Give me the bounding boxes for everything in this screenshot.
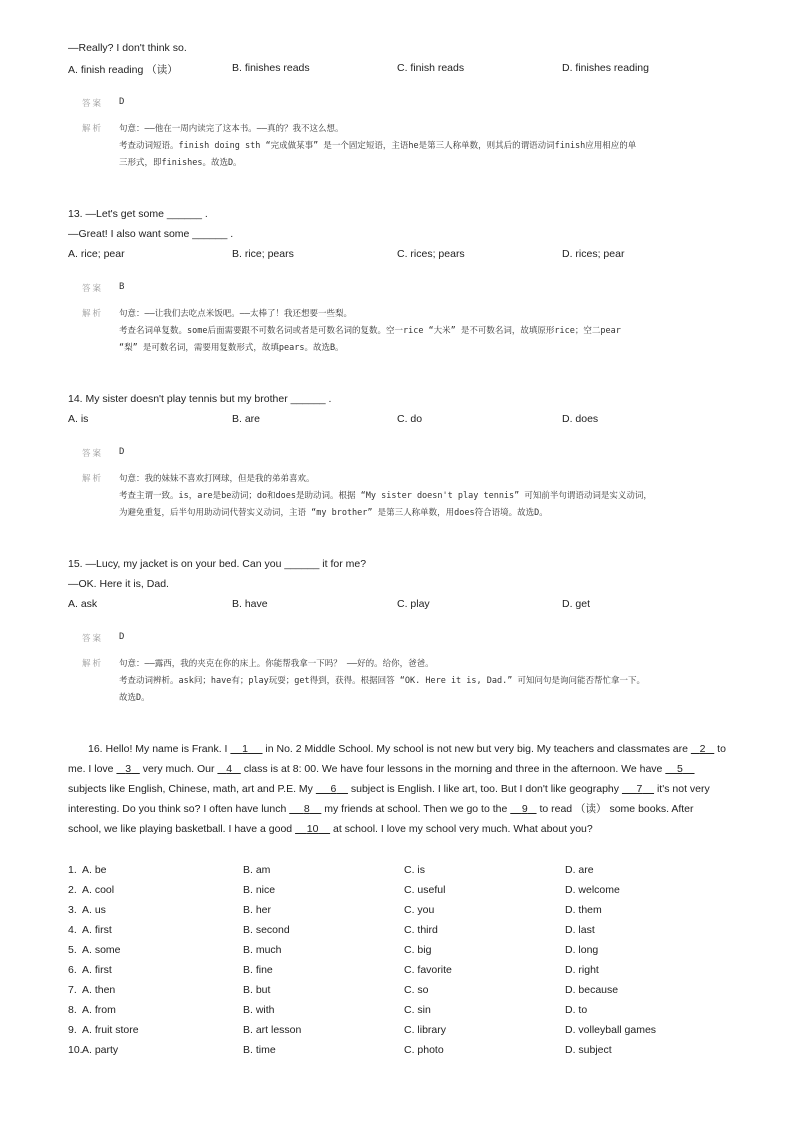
cloze-option-b: B. much (243, 944, 282, 956)
cloze-option-c: C. favorite (404, 964, 452, 976)
blank-number: 7 (636, 783, 643, 795)
cloze-item-number: 7. (68, 984, 77, 996)
q15-option-d: D. get (562, 598, 591, 610)
cloze-option-d: D. right (565, 964, 599, 976)
q12-option-b: B. finishes reads (232, 62, 310, 74)
blank-number: 8 (303, 803, 310, 815)
cloze-option-a: A. us (82, 904, 106, 916)
cloze-item-number: 5. (68, 944, 77, 956)
cloze-option-b: B. am (243, 864, 271, 876)
q13-answer-label: 答案 (82, 284, 104, 294)
cloze-option-d: D. to (565, 1004, 588, 1016)
cloze-option-a: A. some (82, 944, 121, 956)
cloze-option-a: A. first (82, 964, 112, 976)
cloze-option-d: D. them (565, 904, 602, 916)
cloze-option-c: C. photo (404, 1044, 444, 1056)
q13-answer: B (119, 282, 125, 292)
q13-option-a: A. rice; pear (68, 248, 125, 260)
blank-number: 5 (677, 763, 683, 775)
cloze-option-b: B. her (243, 904, 272, 916)
q14-analysis-label: 解析 (82, 474, 104, 484)
q12-analysis-line: 考查动词短语。finish doing sth “完成做某事” 是一个固定短语，主语he是第三人称单数，则其后的谓语动词finish应用相应的单 (119, 141, 637, 151)
q14-option-a: A. is (68, 413, 89, 425)
blank-number: 4 (226, 763, 233, 775)
q15-answer: D (119, 632, 125, 642)
cloze-option-c: C. is (404, 864, 425, 876)
cloze-item-number: 8. (68, 1004, 77, 1016)
blank-number: 6 (330, 783, 337, 795)
cloze-text: at school. I love my school very much. What about you? (330, 823, 593, 835)
cloze-text: 16. Hello! My name is Frank. I (88, 743, 231, 755)
cloze-blank (217, 763, 240, 775)
cloze-option-b: B. time (243, 1044, 276, 1056)
cloze-option-c: C. big (404, 944, 432, 956)
cloze-option-b: B. but (243, 984, 271, 996)
q12-option-d: D. finishes reading (562, 62, 649, 74)
cloze-blank (230, 743, 262, 755)
cloze-blank (116, 763, 139, 775)
cloze-text: my friends at school. Then we go to the (321, 803, 511, 815)
cloze-passage (68, 739, 727, 839)
q15-stem: 15. —Lucy, my jacket is on your bed. Can you ______ it for me? (68, 558, 367, 570)
cloze-item-number: 9. (68, 1024, 77, 1036)
q12-analysis-label: 解析 (82, 124, 104, 134)
cloze-blank (622, 783, 654, 795)
cloze-item-number: 3. (68, 904, 77, 916)
q14-option-b: B. are (232, 413, 261, 425)
q12-option-a: A. finish reading （读） (68, 64, 178, 76)
cloze-item-number: 2. (68, 884, 77, 896)
cloze-item-number: 10. (68, 1044, 83, 1056)
cloze-option-c: C. you (404, 904, 435, 916)
cloze-text: to me. I love (68, 743, 726, 775)
q15-option-c: C. play (397, 598, 430, 610)
cloze-option-a: A. fruit store (82, 1024, 139, 1036)
cloze-blank (316, 783, 348, 795)
q15-answer-label: 答案 (82, 634, 104, 644)
q14-analysis-line: 为避免重复，后半句用助动词代替实义动词，主语 “my brother” 是第三人称单数，用does符合语境。故选D。 (119, 508, 548, 518)
cloze-option-c: C. useful (404, 884, 446, 896)
cloze-option-d: D. last (565, 924, 595, 936)
cloze-option-b: B. second (243, 924, 290, 936)
cloze-text: subject is English. I like art, too. But I don't like geography (347, 783, 622, 795)
q13-analysis-line: 考查名词单复数。some后面需要跟不可数名词或者是可数名词的复数。空一rice “大米” 是不可数名词，故填原形rice；空二pear (119, 326, 621, 336)
cloze-text: it's not very interesting. Do you think so? I often have lunch (68, 783, 710, 815)
cloze-option-d: D. subject (565, 1044, 612, 1056)
q12-answer: D (119, 97, 125, 107)
cloze-option-d: D. long (565, 944, 599, 956)
blank-number: 3 (125, 763, 132, 775)
cloze-blank (289, 803, 321, 815)
cloze-option-c: C. so (404, 984, 429, 996)
q13-analysis-label: 解析 (82, 309, 104, 319)
blank-number: 9 (521, 803, 528, 815)
q13-option-c: C. rices; pears (397, 248, 465, 260)
q14-option-d: D. does (562, 413, 599, 425)
q15-analysis-line: 句意：——露西，我的夹克在你的床上。你能帮我拿一下吗？ ——好的。给你，爸爸。 (119, 659, 434, 669)
q14-answer: D (119, 447, 125, 457)
q15-analysis-label: 解析 (82, 659, 104, 669)
cloze-text: class is at 8: 00. We have four lessons in the morning and three in the afternoon. We have (240, 763, 666, 775)
q13-stem: 13. —Let's get some ______ . (68, 208, 208, 220)
cloze-item-number: 1. (68, 864, 77, 876)
blank-number: 2 (699, 743, 706, 755)
q13-option-d: D. rices; pear (562, 248, 625, 260)
cloze-item-number: 4. (68, 924, 77, 936)
q13-option-b: B. rice; pears (232, 248, 294, 260)
cloze-option-a: A. from (82, 1004, 116, 1016)
q15-analysis-line: 故选D。 (119, 693, 150, 703)
cloze-blank (295, 823, 330, 835)
q12-answer-label: 答案 (82, 99, 104, 109)
cloze-option-b: B. fine (243, 964, 273, 976)
q14-stem: 14. My sister doesn't play tennis but my brother ______ . (68, 393, 332, 405)
cloze-option-c: C. library (404, 1024, 447, 1036)
cloze-option-c: C. third (404, 924, 438, 936)
q14-analysis-line: 句意：我的妹妹不喜欢打网球，但是我的弟弟喜欢。 (119, 474, 315, 484)
blank-number: 1 (242, 743, 248, 755)
cloze-blank (691, 743, 714, 755)
cloze-option-b: B. with (243, 1004, 275, 1016)
q13-analysis-line: “梨” 是可数名词，需要用复数形式，故填pears。故选B。 (119, 343, 344, 353)
cloze-option-a: A. first (82, 924, 112, 936)
q15-stem-line2: —OK. Here it is, Dad. (68, 578, 169, 590)
q12-analysis-line: 三形式，即finishes。故选D。 (119, 158, 242, 168)
q14-answer-label: 答案 (82, 449, 104, 459)
cloze-option-d: D. because (565, 984, 619, 996)
q12-analysis-line: 句意：——他在一周内读完了这本书。——真的？我不这么想。 (119, 124, 344, 134)
q12-dialogue-line: —Really? I don't think so. (68, 42, 187, 54)
cloze-option-c: C. sin (404, 1004, 431, 1016)
cloze-blank (665, 763, 694, 775)
cloze-option-d: D. are (565, 864, 594, 876)
cloze-blank (510, 803, 536, 815)
cloze-option-d: D. volleyball games (565, 1024, 657, 1036)
cloze-text: very much. Our (139, 763, 218, 775)
cloze-text: in No. 2 Middle School. My school is not new but very big. My teachers and classmates are (262, 743, 691, 755)
cloze-option-a: A. party (82, 1044, 119, 1056)
q14-option-c: C. do (397, 413, 423, 425)
blank-number: 10 (306, 823, 319, 835)
cloze-option-b: B. art lesson (243, 1024, 302, 1036)
q13-stem-line2: —Great! I also want some ______ . (68, 228, 234, 240)
cloze-option-a: A. cool (82, 884, 115, 896)
cloze-option-a: A. be (82, 864, 107, 876)
cloze-option-d: D. welcome (565, 884, 620, 896)
q15-option-a: A. ask (68, 598, 98, 610)
cloze-item-number: 6. (68, 964, 77, 976)
cloze-text: subjects like English, Chinese, math, art and P.E. My (68, 783, 316, 795)
q14-analysis-line: 考查主谓一致。is，are是be动词；do和does是助动词。根据 “My sister doesn't play tennis” 可知前半句谓语动词是实义动词， (119, 491, 652, 501)
q15-option-b: B. have (232, 598, 268, 610)
cloze-option-a: A. then (82, 984, 116, 996)
cloze-text: to read （读） some books. After school, we like playing basketball. I have a good (68, 803, 694, 835)
cloze-option-b: B. nice (243, 884, 276, 896)
q15-analysis-line: 考查动词辨析。ask问；have有；play玩耍；get得到，获得。根据回答 “OK. Here it is, Dad.” 可知问句是询问能否帮忙拿一下。 (119, 676, 645, 686)
q13-analysis-line: 句意：——让我们去吃点米饭吧。——太棒了！我还想要一些梨。 (119, 309, 352, 319)
q12-option-c: C. finish reads (397, 62, 465, 74)
